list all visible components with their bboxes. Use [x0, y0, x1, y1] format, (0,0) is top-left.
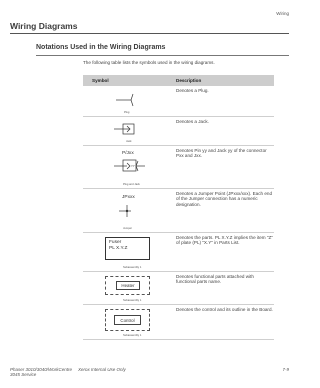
symbol-caption: Jumper	[123, 227, 132, 230]
table-header	[83, 75, 274, 86]
footer-page-number: 7-9	[282, 367, 289, 372]
page-title: Wiring Diagrams	[10, 21, 78, 31]
table-row	[83, 146, 274, 189]
table-row	[83, 117, 274, 146]
row-description: Denotes functional parts attached with functional parts name.	[176, 273, 254, 285]
part-name: Fuser	[109, 240, 122, 245]
row-description: Denotes a Jack.	[176, 118, 209, 124]
row-description: Denotes a Jumper Point (JPxxx/xxx). Each end of the Jumper connection has a numeric designation.	[176, 190, 272, 208]
symbol-caption: Jack	[126, 140, 132, 143]
footer-model: Phaser 3010/3040/WorkCentre 3045 Service	[10, 367, 73, 377]
symbol-caption: Subassembly 1	[123, 266, 142, 269]
intro-text: The following table lists the symbols used in the wiring diagrams.	[83, 60, 215, 65]
part-plate-ref: PL X.Y.Z	[109, 245, 128, 251]
table-row	[83, 86, 274, 117]
row-description: Denotes Pin yy and Jack yy of the connector Pxx and Jxx.	[176, 147, 267, 159]
running-header: Wiring	[276, 11, 289, 16]
symbol-cell	[83, 146, 173, 188]
header-description: Description	[176, 78, 202, 83]
jumper-label: JPxxx	[122, 195, 135, 200]
connector-label: P/Jxx	[122, 151, 134, 156]
control-board-box	[105, 309, 150, 331]
symbol-table	[83, 75, 274, 340]
table-row	[83, 233, 274, 272]
row-description: Denotes a Plug.	[176, 87, 209, 93]
footer-notice: Xerox Internal Use Only	[78, 367, 126, 372]
functional-part-box	[105, 276, 150, 295]
page-footer	[10, 367, 289, 377]
symbol-cell	[83, 86, 173, 116]
section-title: Notations Used in the Wiring Diagrams	[36, 44, 166, 51]
symbol-cell	[83, 189, 173, 232]
symbol-cell	[83, 272, 173, 304]
symbol-cell	[83, 117, 173, 145]
table-row	[83, 305, 274, 340]
row-description: Denotes the control and its outline in the Board.	[176, 306, 273, 312]
symbol-cell	[83, 305, 173, 339]
control-inner: Control	[114, 315, 141, 325]
symbol-caption: Plug and Jack	[123, 183, 140, 186]
pin-label: YY	[131, 164, 135, 168]
title-rule	[10, 33, 289, 34]
table-row	[83, 189, 274, 233]
header-symbol: Symbol	[92, 78, 109, 83]
functional-part-inner: Heater	[116, 281, 140, 290]
section-rule	[36, 55, 289, 56]
symbol-cell	[83, 233, 173, 271]
row-description: Denotes the parts. PL X.Y.Z implies the item "Z" of plate (PL) "X.Y" in Parts List.	[176, 234, 273, 246]
symbol-caption: Subassembly 1	[123, 334, 142, 337]
part-box	[105, 237, 150, 260]
symbol-caption: Plug	[124, 111, 130, 114]
table-row	[83, 272, 274, 305]
symbol-caption: Subassembly 1	[123, 299, 142, 302]
